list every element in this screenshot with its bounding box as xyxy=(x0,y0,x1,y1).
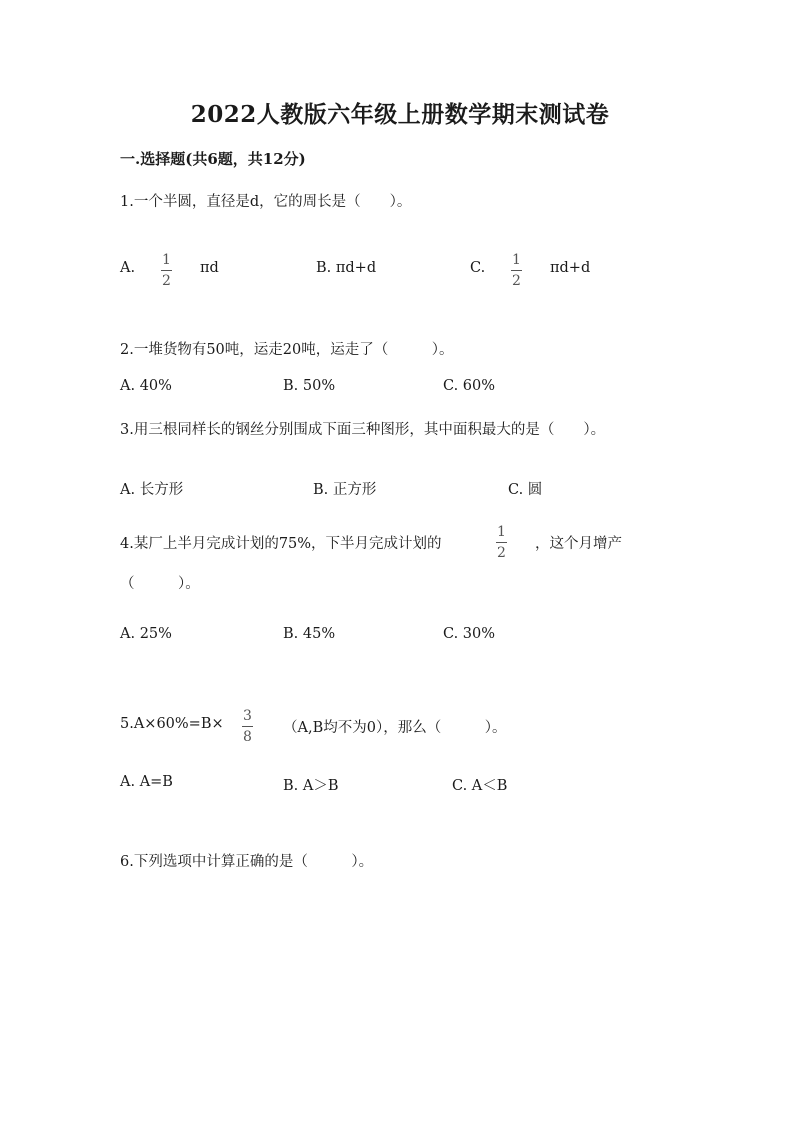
q2-option-b: B. 50% xyxy=(283,378,336,394)
fraction-numerator: 1 xyxy=(162,252,171,268)
q2-option-c: C. 60% xyxy=(443,378,496,394)
q3-option-a: A. 长方形 xyxy=(120,482,184,498)
q3-option-c: C. 圆 xyxy=(508,482,543,498)
q1-option-c-label: C. xyxy=(470,260,486,276)
q5-option-c: C. A＜B xyxy=(452,778,508,794)
q1-option-a-label: A. xyxy=(120,260,136,276)
q5-option-a: A. A=B xyxy=(120,774,173,790)
q3-option-b: B. 正方形 xyxy=(313,482,377,498)
question-4-part-2: ，这个月增产 xyxy=(535,536,622,552)
q1-option-b: B. πd+d xyxy=(316,260,377,276)
question-3: 3.用三根同样长的钢丝分别围成下面三种图形，其中面积最大的是（ ）。 xyxy=(120,422,606,438)
fraction-numerator: 1 xyxy=(512,252,521,268)
question-5-part-2: （A,B均不为0），那么（ ）。 xyxy=(283,720,507,736)
q4-fraction xyxy=(496,525,507,560)
fraction-denominator: 2 xyxy=(512,273,521,289)
q4-option-c: C. 30% xyxy=(443,626,496,642)
q5-fraction xyxy=(242,709,253,744)
q5-option-b: B. A＞B xyxy=(283,778,339,794)
question-4-part-1: 4.某厂上半月完成计划的75%，下半月完成计划的 xyxy=(120,536,442,552)
fraction-bar xyxy=(496,542,507,543)
q1-option-c-rest: πd+d xyxy=(550,260,591,276)
fraction-numerator: 1 xyxy=(497,524,506,540)
fraction-bar xyxy=(511,270,522,271)
q1-option-c-fraction xyxy=(511,253,522,288)
fraction-bar xyxy=(161,270,172,271)
question-2: 2.一堆货物有50吨，运走20吨，运走了（ ）。 xyxy=(120,342,454,358)
q2-option-a: A. 40% xyxy=(120,378,172,394)
fraction-bar xyxy=(242,726,253,727)
question-6: 6.下列选项中计算正确的是（ ）。 xyxy=(120,854,374,870)
section-heading: 一.选择题(共6题，共12分) xyxy=(120,150,306,168)
q4-option-b: B. 45% xyxy=(283,626,336,642)
question-1: 1.一个半圆，直径是d，它的周长是（ ）。 xyxy=(120,194,412,210)
page-title: 2022人教版六年级上册数学期末测试卷 xyxy=(190,101,610,128)
q1-option-a-fraction xyxy=(161,253,172,288)
question-4-line-2: （ ）。 xyxy=(120,576,200,592)
fraction-denominator: 2 xyxy=(162,273,171,289)
q4-option-a: A. 25% xyxy=(120,626,172,642)
fraction-denominator: 2 xyxy=(497,545,506,561)
fraction-denominator: 8 xyxy=(243,729,252,745)
question-5-part-1: 5.A×60%=B× xyxy=(120,716,224,732)
q1-option-a-rest: πd xyxy=(200,260,219,276)
fraction-numerator: 3 xyxy=(243,708,252,724)
